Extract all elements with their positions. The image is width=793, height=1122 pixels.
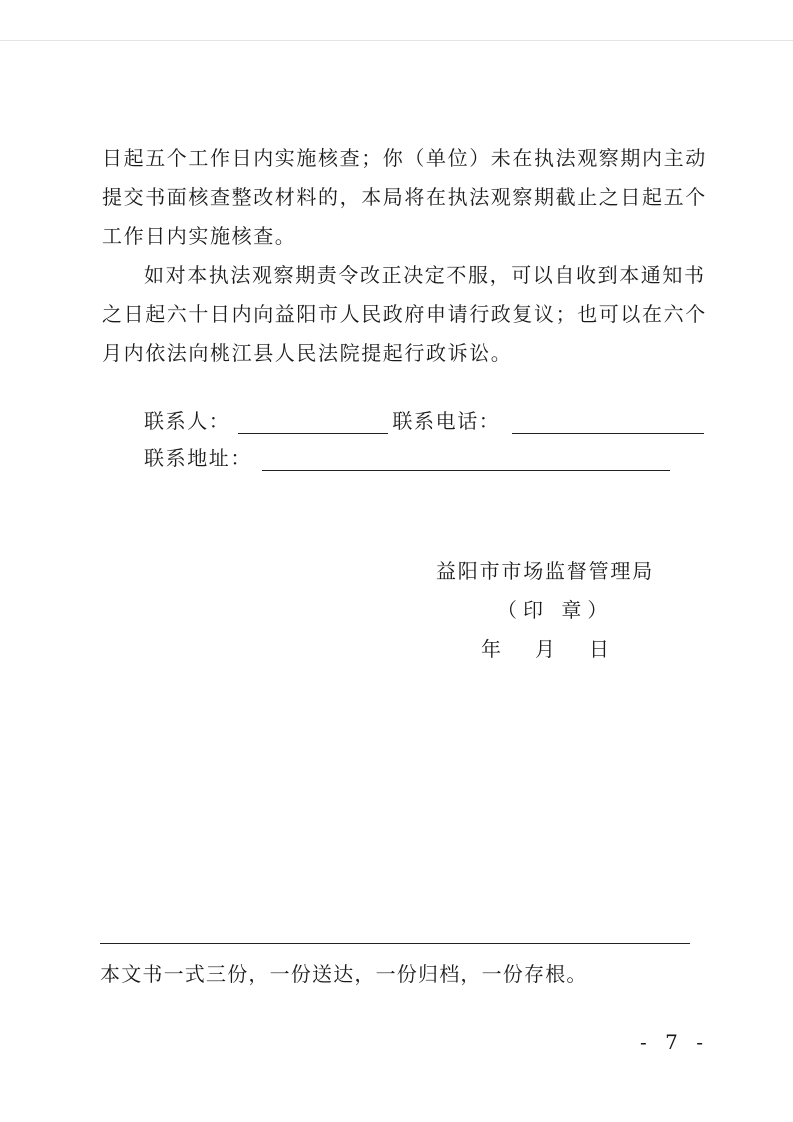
footnote-divider <box>100 943 690 944</box>
paragraph-inspection <box>102 139 707 256</box>
contact-person-blank <box>238 411 388 434</box>
page-number: - 7 - <box>640 1030 709 1054</box>
paragraph-line: 工作日内实施核查。 <box>102 224 297 248</box>
date-day-label: 日 <box>589 637 609 661</box>
footnote: 本文书一式三份，一份送达，一份归档，一份存根。 <box>100 962 588 986</box>
contact-address-blank <box>262 448 670 471</box>
paragraph-appeal-rights <box>102 256 707 373</box>
paragraph-line: 如对本执法观察期责令改正决定不服，可以自收到本通知书 <box>144 263 706 287</box>
contact-phone-label: 联系电话： <box>392 409 501 433</box>
paragraph-line: 之日起六十日内向益阳市人民政府申请行政复议；也可以在六个 <box>102 302 707 326</box>
paragraph-line: 月内依法向桃江县人民法院提起行政诉讼。 <box>102 341 513 365</box>
date-year-label: 年 <box>481 637 501 661</box>
paragraph-line: 日起五个工作日内实施核查；你（单位）未在执法观察期内主动 <box>102 146 707 170</box>
seal-placeholder: （印 章） <box>497 598 614 622</box>
paragraph-line: 提交书面核查整改材料的，本局将在执法观察期截止之日起五个 <box>102 185 707 209</box>
contact-person-label: 联系人： <box>144 409 231 433</box>
contact-phone-blank <box>512 411 704 434</box>
signature-date <box>481 633 609 662</box>
contact-row-address <box>144 441 670 471</box>
date-month-label: 月 <box>535 637 555 661</box>
top-divider <box>0 40 793 41</box>
contact-row-person-phone <box>144 404 704 434</box>
contact-address-label: 联系地址： <box>144 446 252 470</box>
issuing-organization: 益阳市市场监督管理局 <box>436 559 654 583</box>
